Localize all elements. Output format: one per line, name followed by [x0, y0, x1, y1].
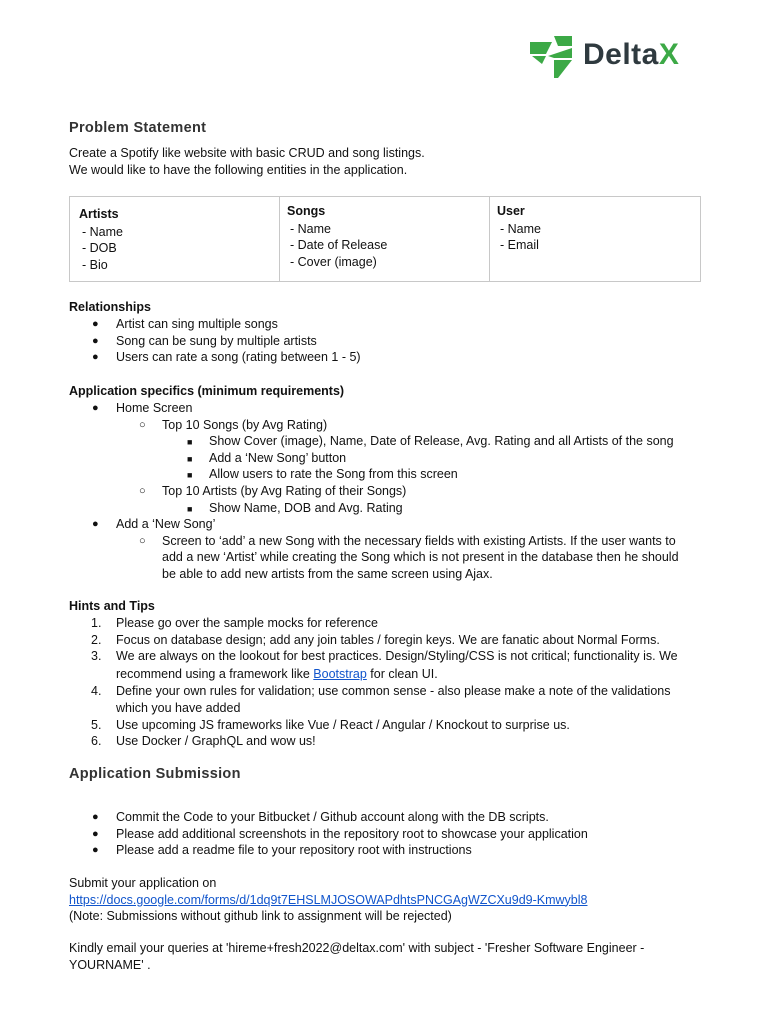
problem-line: We would like to have the following entities in the application.	[69, 162, 408, 177]
list-item: ■ Show Cover (image), Name, Date of Release, Avg. Rating and all Artists of the song	[69, 433, 679, 450]
list-item: 4. Define your own rules for validation; use common sense - also please make a note of the validations	[91, 684, 671, 699]
list-item: ○ Top 10 Artists (by Avg Rating of their Songs)	[139, 483, 407, 498]
entity-field: - Name	[500, 221, 541, 236]
list-item: ● Users can rate a song (rating between 1 - 5)	[92, 350, 361, 365]
list-item: ○ Screen to ‘add’ a new Song with the necessary fields with existing Artists. If the user wants to	[139, 533, 676, 548]
bullet-icon: ●	[92, 402, 99, 414]
entity-title: Artists	[79, 207, 119, 221]
entity-title: User	[497, 204, 525, 218]
problem-description	[69, 145, 425, 178]
list-item: 1. Please go over the sample mocks for reference	[91, 616, 378, 630]
list-item: 2. Focus on database design; add any join tables / foregin keys. We are fanatic about Normal Forms.	[91, 632, 660, 647]
specifics-list	[69, 400, 679, 583]
deltax-logo	[528, 34, 698, 80]
list-item: ● Commit the Code to your Bitbucket / Github account along with the DB scripts.	[92, 810, 549, 824]
list-item: 6. Use Docker / GraphQL and wow us!	[91, 734, 316, 749]
list-item: ■ Add a ‘New Song’ button	[69, 450, 679, 467]
list-item: ● Song can be sung by multiple artists	[92, 333, 317, 348]
list-item: ○ Top 10 Songs (by Avg Rating)	[139, 417, 328, 432]
relationships-list	[69, 316, 361, 366]
list-item: ■ Allow users to rate the Song from this screen	[69, 466, 679, 483]
hints-list	[69, 615, 678, 750]
submission-heading: Application Submission	[69, 766, 241, 782]
square-bullet-icon: ■	[187, 470, 193, 481]
problem-statement-heading: Problem Statement	[69, 120, 207, 136]
entity-title: Songs	[287, 204, 326, 218]
email-block	[69, 940, 644, 973]
circle-bullet-icon: ○	[139, 484, 146, 497]
entity-field: - Email	[500, 238, 539, 252]
bullet-icon: ●	[92, 318, 99, 330]
list-item: 3. We are always on the lookout for best practices. Design/Styling/CSS is not critical; functionality is. We	[91, 649, 678, 664]
list-item: ● Home Screen	[92, 401, 193, 415]
email-line: Kindly email your queries at 'hireme+fresh2022@deltax.com' with subject - 'Fresher Software Engineer -	[69, 941, 645, 955]
hints-heading: Hints and Tips	[69, 599, 155, 613]
circle-bullet-icon: ○	[139, 534, 146, 547]
entity-songs	[280, 197, 490, 281]
specifics-heading: Application specifics (minimum requirements)	[69, 384, 345, 398]
list-item: ● Artist can sing multiple songs	[92, 317, 278, 331]
entity-field: - Date of Release	[290, 238, 388, 252]
submission-list	[69, 809, 588, 859]
entity-field: - Bio	[82, 257, 108, 272]
list-item-continuation: recommend using a framework like Bootstrap for clean UI.	[116, 666, 438, 681]
deltax-mark-icon	[528, 34, 576, 80]
list-item-continuation: add a new ‘Artist’ while creating the Song which is not present in the database then he should	[162, 550, 679, 565]
list-item: ● Please add additional screenshots in the repository root to showcase your application	[92, 826, 588, 841]
entity-field: - Cover (image)	[290, 254, 377, 269]
bullet-icon: ●	[92, 811, 99, 823]
relationships-heading: Relationships	[69, 300, 151, 314]
submit-form-link[interactable]: https://docs.google.com/forms/d/1dq9t7EHSLMJOSOWAPdhtsPNCGAgWZCXu9d9-Kmwybl8	[69, 892, 588, 907]
entity-field: - Name	[82, 224, 123, 239]
entity-field: - DOB	[82, 241, 117, 255]
list-item: ● Add a ‘New Song’	[92, 517, 216, 532]
list-item-continuation: be able to add new artists from the same screen using Ajax.	[162, 566, 493, 581]
problem-line: Create a Spotify like website with basic CRUD and song listings.	[69, 146, 425, 160]
square-bullet-icon: ■	[187, 437, 193, 448]
square-bullet-icon: ■	[187, 453, 193, 464]
submit-note: (Note: Submissions without github link to assignment will be rejected)	[69, 909, 452, 923]
bullet-icon: ●	[92, 334, 99, 347]
submit-block	[69, 875, 588, 925]
list-item: 5. Use upcoming JS frameworks like Vue / React / Angular / Knockout to surprise us.	[91, 717, 570, 732]
list-item-continuation: which you have added	[116, 700, 241, 715]
square-bullet-icon: ■	[187, 503, 193, 514]
entity-field: - Name	[290, 221, 331, 236]
entity-artists	[70, 197, 280, 281]
bootstrap-link[interactable]: Bootstrap	[313, 666, 367, 681]
list-item: ■ Show Name, DOB and Avg. Rating	[69, 500, 679, 517]
list-item: ● Please add a readme file to your repository root with instructions	[92, 843, 472, 858]
brand-name: DeltaX	[583, 38, 680, 71]
bullet-icon: ●	[92, 844, 99, 857]
bullet-icon: ●	[92, 351, 99, 364]
entity-user	[490, 197, 700, 281]
submit-label: Submit your application on	[69, 876, 217, 890]
bullet-icon: ●	[92, 827, 99, 840]
email-line: YOURNAME' .	[69, 957, 151, 972]
bullet-icon: ●	[92, 518, 99, 531]
entities-table	[69, 196, 701, 282]
circle-bullet-icon: ○	[139, 418, 146, 431]
